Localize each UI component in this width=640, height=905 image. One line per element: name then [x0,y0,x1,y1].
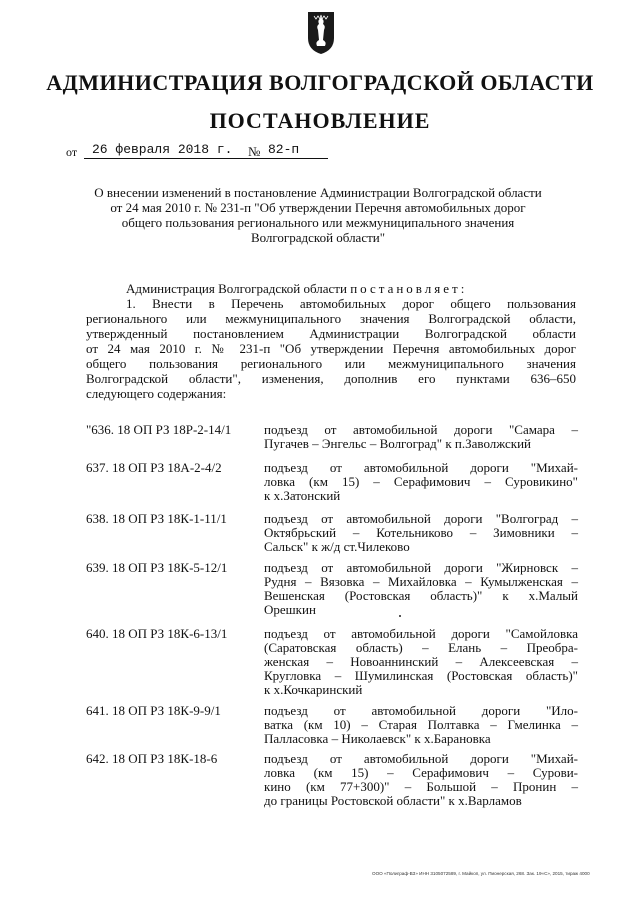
subject-line: от 24 мая 2010 г. № 231-п "Об утверждении Перечня автомобильных дорог [110,200,526,215]
description-line: Вешенская (Ростовская область)" к х.Малый [264,588,578,603]
description-line: подъезд от автомобильной дороги "Самара – [264,422,578,437]
entry-description [264,461,578,503]
paragraph-line: общего пользования регионального или межмуниципального значения [86,356,576,371]
description-line: до границы Ростовской области" к х.Варламов [264,793,522,808]
resolves-line [86,281,576,296]
description-line: Рудня – Вязовка – Михайловка – Кумылженская – [264,574,578,589]
description-line: Октябрьский – Котельниково – Зимовники – [264,525,578,540]
description-line: подъезд от автомобильной дороги "Волгоград – [264,511,578,526]
description-line: ловка (км 15) – Серафимович – Суровикино" [264,474,578,489]
description-line: подъезд от автомобильной дороги "Михай- [264,751,578,766]
document-subject [86,185,550,245]
description-line: Кругловка – Шумилинская (Ростовская область)" [264,668,578,683]
entry-description [264,752,578,808]
resolution-paragraph [86,281,576,401]
description-line: подъезд от автомобильной дороги "Жирновск – [264,560,578,575]
entry-code: 639. 18 ОП РЗ 18К-5-12/1 [86,560,228,575]
entry-description [264,423,578,451]
resolves-verb: постановляет: [350,281,468,296]
entry-description [264,561,578,617]
subject-line: Волгоградской области" [250,230,386,245]
paragraph-line: 1. Внести в Перечень автомобильных дорог общего пользования [126,296,576,311]
entry-description [264,512,578,554]
printer-imprint: ООО «Полиграф-ВЗ» ИНН 3105072589, г. Майкоп, ул. Пионерская, 268. Зак. 19«С», 2015, тираж 4000 [372,871,590,876]
document-type-title: ПОСТАНОВЛЕНИЕ [209,108,431,133]
description-line: к х.Кочкаринский [264,682,363,697]
stray-mark [399,615,401,617]
description-line: Сальск" к ж/д ст.Чилеково [264,539,410,554]
entry-code: 642. 18 ОП РЗ 18К-18-6 [86,751,218,766]
description-line: кино (км 77+300)" – Большой – Пронин – [264,779,578,794]
paragraph-line: Волгоградской области", изменения, дополнив его пунктами 636–650 [86,371,576,386]
description-line: подъезд от автомобильной дороги "Самойловка [264,626,578,641]
description-line: женская – Новоаннинский – Алексеевская – [264,654,578,669]
number-sign: № [248,144,261,159]
paragraph-line: регионального или межмуниципального значения Волгоградской области, [86,311,576,326]
document-date: 26 февраля 2018 г. [84,143,306,159]
entry-description [264,704,578,746]
description-line: к х.Затонский [264,488,341,503]
subject-line: общего пользования регионального или межмуниципального значения [121,215,515,230]
paragraph-line: следующего содержания: [86,386,227,401]
organization-title: АДМИНИСТРАЦИЯ ВОЛГОГРАДСКОЙ ОБЛАСТИ [46,70,594,95]
description-line: Пугачев – Энгельс – Волгоград" к п.Заволжский [264,436,532,451]
description-line: подъезд от автомобильной дороги "Михай- [264,460,578,475]
description-line: Орешкин [264,602,316,617]
document-number: 82-п [264,143,328,159]
entry-description [264,627,578,697]
entry-code: 641. 18 ОП РЗ 18К-9-9/1 [86,703,221,718]
description-line: ловка (км 15) – Серафимович – Сурови- [264,765,578,780]
entry-code: 638. 18 ОП РЗ 18К-1-11/1 [86,511,227,526]
subject-line: О внесении изменений в постановление Администрации Волгоградской области [94,185,542,200]
paragraph-line: утвержденный постановлением Администрации Волгоградской области [86,326,576,341]
description-line: ватка (км 10) – Старая Полтавка – Гмелинка – [264,717,578,732]
description-line: (Саратовская область) – Елань – Преобра- [264,640,578,655]
paragraph-line: от 24 мая 2010 г. № 231-п "Об утверждении Перечня автомобильных дорог [86,341,576,356]
resolves-subject: Администрация Волгоградской области [126,281,347,296]
entry-code: 640. 18 ОП РЗ 18К-6-13/1 [86,626,228,641]
description-line: Палласовка – Николаевск" к х.Барановка [264,731,491,746]
entry-code: 637. 18 ОП РЗ 18А-2-4/2 [86,460,222,475]
entry-code: "636. 18 ОП РЗ 18Р-2-14/1 [86,422,232,437]
date-prefix: от [66,145,78,159]
coat-of-arms-emblem [306,10,336,56]
description-line: подъезд от автомобильной дороги "Ило- [264,703,578,718]
